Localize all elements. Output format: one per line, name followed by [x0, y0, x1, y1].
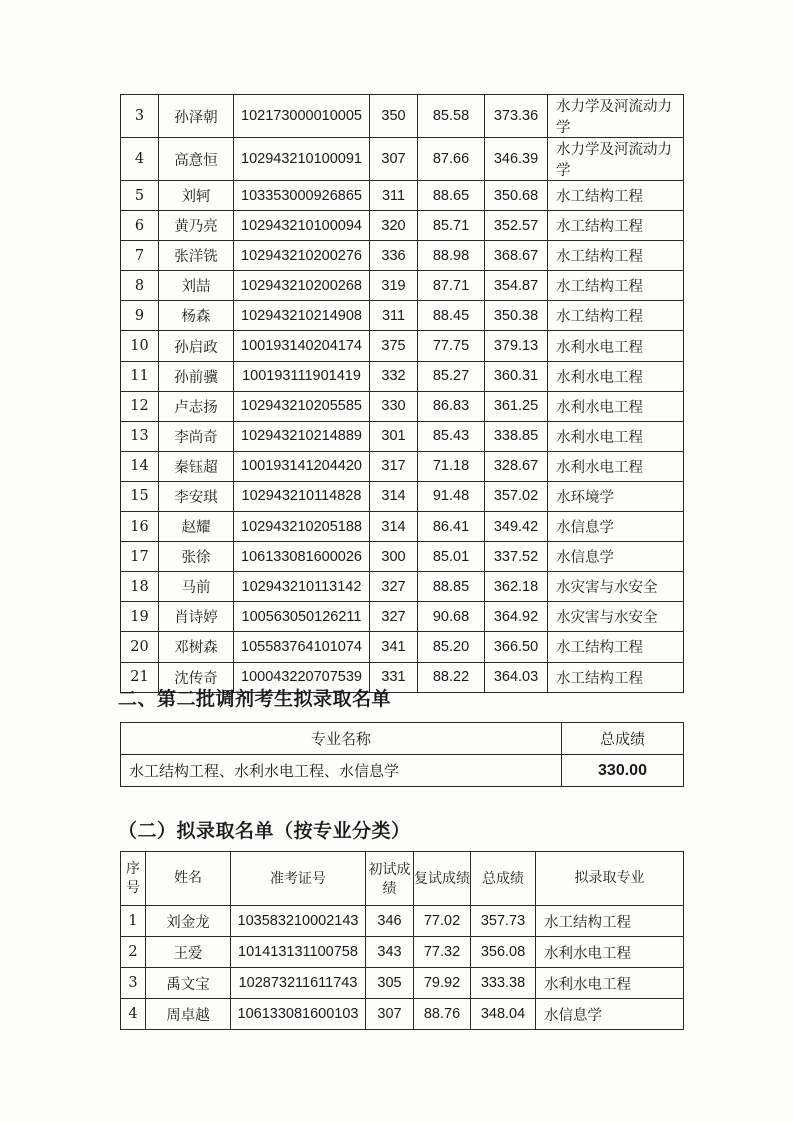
cell-exam-id: 105583764101074 [234, 632, 370, 662]
table-row [121, 906, 684, 937]
cell-exam-id: 102943210114828 [234, 481, 370, 511]
cell-retest-score: 85.01 [418, 542, 485, 572]
cell-no: 8 [121, 271, 159, 301]
table-row [121, 481, 684, 511]
cell-major: 水工结构工程 [548, 211, 684, 241]
admission-table-body [121, 95, 684, 693]
cell-no: 14 [121, 451, 159, 481]
cell-no: 16 [121, 512, 159, 542]
header-major-name: 专业名称 [121, 723, 562, 755]
cell-prelim-score: 311 [370, 301, 418, 331]
cell-prelim-score: 305 [366, 968, 414, 999]
cell-no: 2 [121, 937, 146, 968]
table-row [121, 241, 684, 271]
table-row [121, 632, 684, 662]
by-major-table [120, 851, 684, 1030]
cell-exam-id: 106133081600026 [234, 542, 370, 572]
cell-prelim-score: 311 [370, 181, 418, 211]
cell-retest-score: 85.71 [418, 211, 485, 241]
cell-total-score: 337.52 [485, 542, 548, 572]
cell-retest-score: 87.66 [418, 138, 485, 181]
cell-retest-score: 90.68 [418, 602, 485, 632]
cell-name: 刘金龙 [146, 906, 231, 937]
cell-total-score: 361.25 [485, 391, 548, 421]
cell-name: 孙启政 [159, 331, 234, 361]
table-row [121, 451, 684, 481]
score-line-table [120, 722, 684, 787]
cell-retest-score: 85.20 [418, 632, 485, 662]
cell-total-score: 350.68 [485, 181, 548, 211]
table-row [121, 95, 684, 138]
cell-total-score: 356.08 [471, 937, 536, 968]
section3-title: （二）拟录取名单（按专业分类） [118, 820, 411, 842]
score-line-value: 330.00 [562, 755, 684, 787]
cell-major: 水灾害与水安全 [548, 572, 684, 602]
cell-total-score: 368.67 [485, 241, 548, 271]
cell-name: 肖诗婷 [159, 602, 234, 632]
cell-name: 禹文宝 [146, 968, 231, 999]
cell-name: 赵耀 [159, 512, 234, 542]
cell-prelim-score: 327 [370, 602, 418, 632]
cell-exam-id: 102173000010005 [234, 95, 370, 138]
cell-exam-id: 102943210200268 [234, 271, 370, 301]
cell-name: 张徐 [159, 542, 234, 572]
by-major-table-body [121, 906, 684, 1030]
cell-total-score: 349.42 [485, 512, 548, 542]
cell-no: 15 [121, 481, 159, 511]
cell-total-score: 364.92 [485, 602, 548, 632]
major-list: 水工结构工程、水利水电工程、水信息学 [121, 755, 562, 787]
cell-prelim-score: 320 [370, 211, 418, 241]
cell-total-score: 373.36 [485, 95, 548, 138]
cell-no: 4 [121, 138, 159, 181]
cell-retest-score: 88.65 [418, 181, 485, 211]
cell-exam-id: 102873211611743 [231, 968, 366, 999]
cell-name: 王爱 [146, 937, 231, 968]
header-major: 拟录取专业 [536, 852, 684, 906]
cell-major: 水工结构工程 [548, 632, 684, 662]
cell-total-score: 348.04 [471, 999, 536, 1030]
table-row [121, 181, 684, 211]
cell-no: 1 [121, 906, 146, 937]
cell-name: 黄乃亮 [159, 211, 234, 241]
cell-retest-score: 86.83 [418, 391, 485, 421]
cell-no: 17 [121, 542, 159, 572]
cell-name: 李尚奇 [159, 421, 234, 451]
header-total-score: 总成绩 [562, 723, 684, 755]
cell-exam-id: 100193140204174 [234, 331, 370, 361]
table-row [121, 937, 684, 968]
cell-prelim-score: 314 [370, 512, 418, 542]
cell-name: 卢志扬 [159, 391, 234, 421]
cell-major: 水利水电工程 [548, 391, 684, 421]
cell-exam-id: 103583210002143 [231, 906, 366, 937]
cell-major: 水环境学 [548, 481, 684, 511]
cell-major: 水利水电工程 [536, 968, 684, 999]
cell-major: 水信息学 [548, 542, 684, 572]
cell-prelim-score: 307 [370, 138, 418, 181]
table-row [121, 602, 684, 632]
score-line-header-row [121, 723, 684, 755]
cell-no: 7 [121, 241, 159, 271]
table-row [121, 211, 684, 241]
cell-prelim-score: 327 [370, 572, 418, 602]
cell-retest-score: 77.32 [414, 937, 471, 968]
table-row [121, 968, 684, 999]
section2-title: 二、第二批调剂考生拟录取名单 [118, 688, 392, 710]
score-line-row [121, 755, 684, 787]
cell-major: 水力学及河流动力学 [548, 138, 684, 181]
cell-total-score: 360.31 [485, 361, 548, 391]
cell-prelim-score: 317 [370, 451, 418, 481]
cell-name: 马前 [159, 572, 234, 602]
cell-exam-id: 101413131100758 [231, 937, 366, 968]
cell-major: 水工结构工程 [548, 301, 684, 331]
cell-total-score: 350.38 [485, 301, 548, 331]
cell-exam-id: 106133081600103 [231, 999, 366, 1030]
cell-exam-id: 102943210200276 [234, 241, 370, 271]
cell-no: 13 [121, 421, 159, 451]
cell-retest-score: 91.48 [418, 481, 485, 511]
cell-prelim-score: 330 [370, 391, 418, 421]
cell-name: 沈传奇 [159, 662, 234, 692]
table-row [121, 301, 684, 331]
cell-exam-id: 103353000926865 [234, 181, 370, 211]
table-row [121, 421, 684, 451]
cell-retest-score: 77.02 [414, 906, 471, 937]
cell-retest-score: 71.18 [418, 451, 485, 481]
cell-retest-score: 88.76 [414, 999, 471, 1030]
cell-prelim-score: 375 [370, 331, 418, 361]
admission-table-continued [120, 94, 684, 693]
cell-prelim-score: 307 [366, 999, 414, 1030]
cell-retest-score: 88.98 [418, 241, 485, 271]
cell-no: 12 [121, 391, 159, 421]
cell-prelim-score: 301 [370, 421, 418, 451]
cell-total-score: 362.18 [485, 572, 548, 602]
cell-retest-score: 88.45 [418, 301, 485, 331]
cell-prelim-score: 332 [370, 361, 418, 391]
header-total: 总成绩 [471, 852, 536, 906]
table-row [121, 542, 684, 572]
cell-no: 4 [121, 999, 146, 1030]
cell-retest-score: 86.41 [418, 512, 485, 542]
table-row [121, 512, 684, 542]
cell-prelim-score: 331 [370, 662, 418, 692]
table-row [121, 361, 684, 391]
table-row [121, 391, 684, 421]
cell-major: 水工结构工程 [548, 181, 684, 211]
cell-prelim-score: 341 [370, 632, 418, 662]
cell-retest-score: 87.71 [418, 271, 485, 301]
cell-retest-score: 79.92 [414, 968, 471, 999]
cell-total-score: 357.02 [485, 481, 548, 511]
cell-no: 3 [121, 95, 159, 138]
table-row [121, 331, 684, 361]
cell-total-score: 338.85 [485, 421, 548, 451]
cell-total-score: 352.57 [485, 211, 548, 241]
cell-major: 水利水电工程 [548, 361, 684, 391]
header-retest: 复试成绩 [414, 852, 471, 906]
cell-total-score: 333.38 [471, 968, 536, 999]
table-row [121, 999, 684, 1030]
cell-no: 18 [121, 572, 159, 602]
cell-no: 21 [121, 662, 159, 692]
cell-major: 水灾害与水安全 [548, 602, 684, 632]
cell-total-score: 328.67 [485, 451, 548, 481]
cell-exam-id: 102943210214908 [234, 301, 370, 331]
cell-major: 水利水电工程 [548, 331, 684, 361]
cell-name: 周卓越 [146, 999, 231, 1030]
cell-exam-id: 102943210100094 [234, 211, 370, 241]
cell-total-score: 366.50 [485, 632, 548, 662]
cell-exam-id: 100193141204420 [234, 451, 370, 481]
cell-exam-id: 102943210214889 [234, 421, 370, 451]
cell-major: 水利水电工程 [536, 937, 684, 968]
cell-no: 11 [121, 361, 159, 391]
header-name: 姓名 [146, 852, 231, 906]
cell-retest-score: 77.75 [418, 331, 485, 361]
header-no: 序号 [121, 852, 146, 906]
cell-exam-id: 100193111901419 [234, 361, 370, 391]
table-row [121, 138, 684, 181]
cell-name: 张洋铣 [159, 241, 234, 271]
cell-total-score: 364.03 [485, 662, 548, 692]
cell-no: 10 [121, 331, 159, 361]
header-exam-id: 准考证号 [231, 852, 366, 906]
cell-prelim-score: 300 [370, 542, 418, 572]
cell-major: 水工结构工程 [548, 271, 684, 301]
cell-name: 刘喆 [159, 271, 234, 301]
cell-prelim-score: 336 [370, 241, 418, 271]
cell-no: 20 [121, 632, 159, 662]
cell-total-score: 346.39 [485, 138, 548, 181]
cell-no: 6 [121, 211, 159, 241]
cell-prelim-score: 314 [370, 481, 418, 511]
header-prelim: 初试成绩 [366, 852, 414, 906]
cell-major: 水利水电工程 [548, 451, 684, 481]
cell-no: 5 [121, 181, 159, 211]
table-row [121, 271, 684, 301]
cell-exam-id: 102943210205585 [234, 391, 370, 421]
cell-no: 3 [121, 968, 146, 999]
cell-name: 孙前骥 [159, 361, 234, 391]
cell-major: 水信息学 [548, 512, 684, 542]
cell-retest-score: 85.58 [418, 95, 485, 138]
cell-retest-score: 85.27 [418, 361, 485, 391]
cell-no: 19 [121, 602, 159, 632]
cell-name: 孙泽朝 [159, 95, 234, 138]
cell-name: 李安琪 [159, 481, 234, 511]
cell-retest-score: 88.22 [418, 662, 485, 692]
cell-total-score: 357.73 [471, 906, 536, 937]
cell-prelim-score: 346 [366, 906, 414, 937]
cell-exam-id: 102943210100091 [234, 138, 370, 181]
cell-name: 高意恒 [159, 138, 234, 181]
cell-retest-score: 85.43 [418, 421, 485, 451]
cell-major: 水工结构工程 [536, 906, 684, 937]
cell-major: 水利水电工程 [548, 421, 684, 451]
cell-name: 刘轲 [159, 181, 234, 211]
cell-name: 杨森 [159, 301, 234, 331]
cell-major: 水工结构工程 [548, 662, 684, 692]
cell-prelim-score: 319 [370, 271, 418, 301]
cell-major: 水信息学 [536, 999, 684, 1030]
cell-exam-id: 102943210113142 [234, 572, 370, 602]
cell-prelim-score: 350 [370, 95, 418, 138]
cell-exam-id: 102943210205188 [234, 512, 370, 542]
cell-total-score: 379.13 [485, 331, 548, 361]
cell-major: 水工结构工程 [548, 241, 684, 271]
table-row [121, 572, 684, 602]
cell-exam-id: 100043220707539 [234, 662, 370, 692]
cell-no: 9 [121, 301, 159, 331]
cell-exam-id: 100563050126211 [234, 602, 370, 632]
by-major-header-row [121, 852, 684, 906]
cell-prelim-score: 343 [366, 937, 414, 968]
cell-name: 邓树森 [159, 632, 234, 662]
cell-name: 秦钰超 [159, 451, 234, 481]
cell-total-score: 354.87 [485, 271, 548, 301]
cell-retest-score: 88.85 [418, 572, 485, 602]
cell-major: 水力学及河流动力学 [548, 95, 684, 138]
